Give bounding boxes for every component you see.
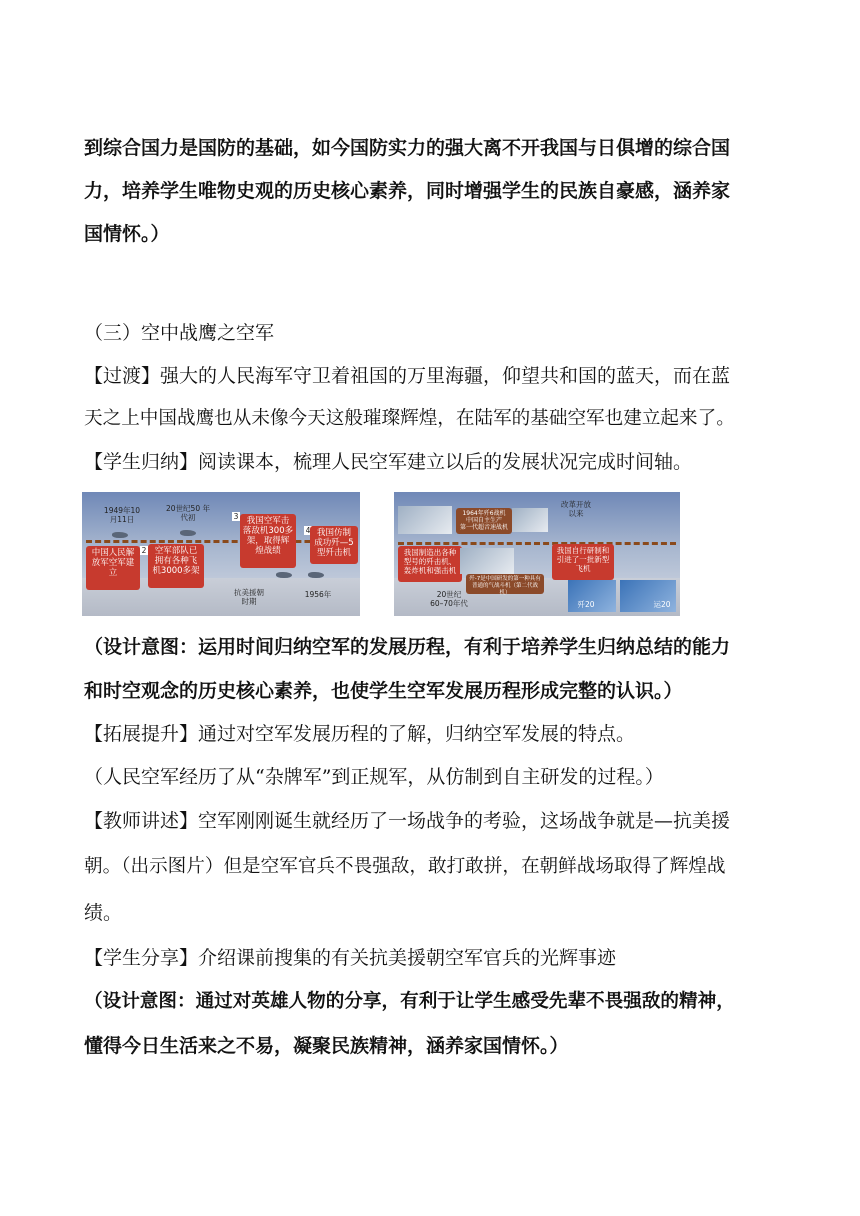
caption-j7: 歼-7是中国研发的第一种具有 普通的气战斗机（第二代战机） <box>466 574 544 594</box>
aircraft-photo <box>398 506 452 534</box>
aircraft-photo <box>512 508 548 532</box>
bottom-label-1960s: 20世纪 60–70年代 <box>430 590 468 608</box>
step-number: 3 <box>233 512 239 521</box>
transition-line-1: 【过渡】强大的人民海军守卫着祖国的万里海疆，仰望共和国的蓝天，而在蓝 <box>84 365 731 387</box>
jet-icon <box>308 572 324 578</box>
timeline-axis <box>398 542 676 545</box>
jet-icon <box>276 572 292 578</box>
design-intent-line-1: 到综合国力是国防的基础，如今国防实力的强大离不开我国与日俱增的综合国 <box>84 137 731 159</box>
teacher-line-2: 朝。（出示图片）但是空军官兵不畏强敌，敢打敢拼，在朝鲜战场取得了辉煌战 <box>84 856 726 877</box>
caption-j6: 1964年歼6战机 中国自主生产 第一代超音速战机 <box>456 508 512 534</box>
transition-line-2: 天之上中国战鹰也从未像今天这般璀璨辉煌，在陆军的基础空军也建立起来了。 <box>84 408 735 429</box>
teacher-line-3: 绩。 <box>84 902 123 924</box>
teacher-line-1: 【教师讲述】空军刚刚诞生就经历了一场战争的考验，这场战争就是—抗美援 <box>84 810 731 832</box>
extension-prompt: 【拓展提升】通过对空军发展历程的了解，归纳空军发展的特点。 <box>84 723 636 745</box>
design-intent-2-line-2: 和时空观念的历史核心素养，也使学生空军发展历程形成完整的认识。） <box>84 680 683 702</box>
design-intent-line-2: 力，培养学生唯物史观的历史核心素养，同时增强学生的民族自豪感，涵养家 <box>84 180 731 202</box>
timeline-box-new-aircraft: 我国自行研制和 引进了一批新型 飞机 <box>552 544 614 580</box>
timeline-box-various-aircraft: 我国制造出各种 型号的歼击机、 轰炸机和强击机 <box>398 546 462 582</box>
timeline-box-j5: 我国仿制 成功歼—5 型歼击机 <box>310 526 358 564</box>
step-number: 4 <box>305 526 311 535</box>
timeline-box-300-kills: 我国空军击 落敌机300多 架，取得辉 煌战绩 <box>240 514 296 568</box>
section-heading: （三）空中战鹰之空军 <box>84 322 275 344</box>
student-share: 【学生分享】介绍课前搜集的有关抗美援朝空军官兵的光辉事迹 <box>84 947 617 969</box>
timeline-box-air-force-founded: 中国人民解 放军空军建 立 <box>86 546 140 590</box>
air-force-timeline-image-1 <box>82 492 360 616</box>
jet-icon <box>180 530 196 536</box>
label-reform-era: 改革开放 以来 <box>561 500 591 518</box>
design-intent-3-line-1: （设计意图：通过对英雄人物的分享，有利于让学生感受先辈不畏强敌的精神， <box>84 991 735 1012</box>
aircraft-photo <box>460 548 514 574</box>
y20-label: 运20 <box>653 600 671 609</box>
design-intent-2-line-1: （设计意图：运用时间归纳空军的发展历程，有利于培养学生归纳总结的能力 <box>84 636 731 658</box>
date-label-1950s: 20世纪50 年代初 <box>166 504 210 522</box>
extension-answer: （人民空军经历了从“杂牌军”到正规军，从仿制到自主研发的过程。） <box>84 766 664 788</box>
student-summary: 【学生归纳】阅读课本，梳理人民空军建立以后的发展状况完成时间轴。 <box>84 451 693 473</box>
date-label-1949: 1949年10 月11日 <box>103 506 141 524</box>
j20-label: 歼20 <box>577 600 595 609</box>
design-intent-line-3: 国情怀。） <box>84 223 170 245</box>
bottom-label-1956: 1956年 <box>304 590 332 599</box>
jet-icon <box>112 532 128 538</box>
timeline-box-3000-aircraft: 空军部队已 拥有各种飞 机3000多架 <box>148 544 204 588</box>
air-force-timeline-image-2 <box>394 492 680 616</box>
bottom-label-korean-war: 抗美援朝 时期 <box>234 588 264 606</box>
step-number: 2 <box>141 546 147 555</box>
design-intent-3-line-2: 懂得今日生活来之不易，凝聚民族精神，涵养家国情怀。） <box>84 1035 569 1057</box>
